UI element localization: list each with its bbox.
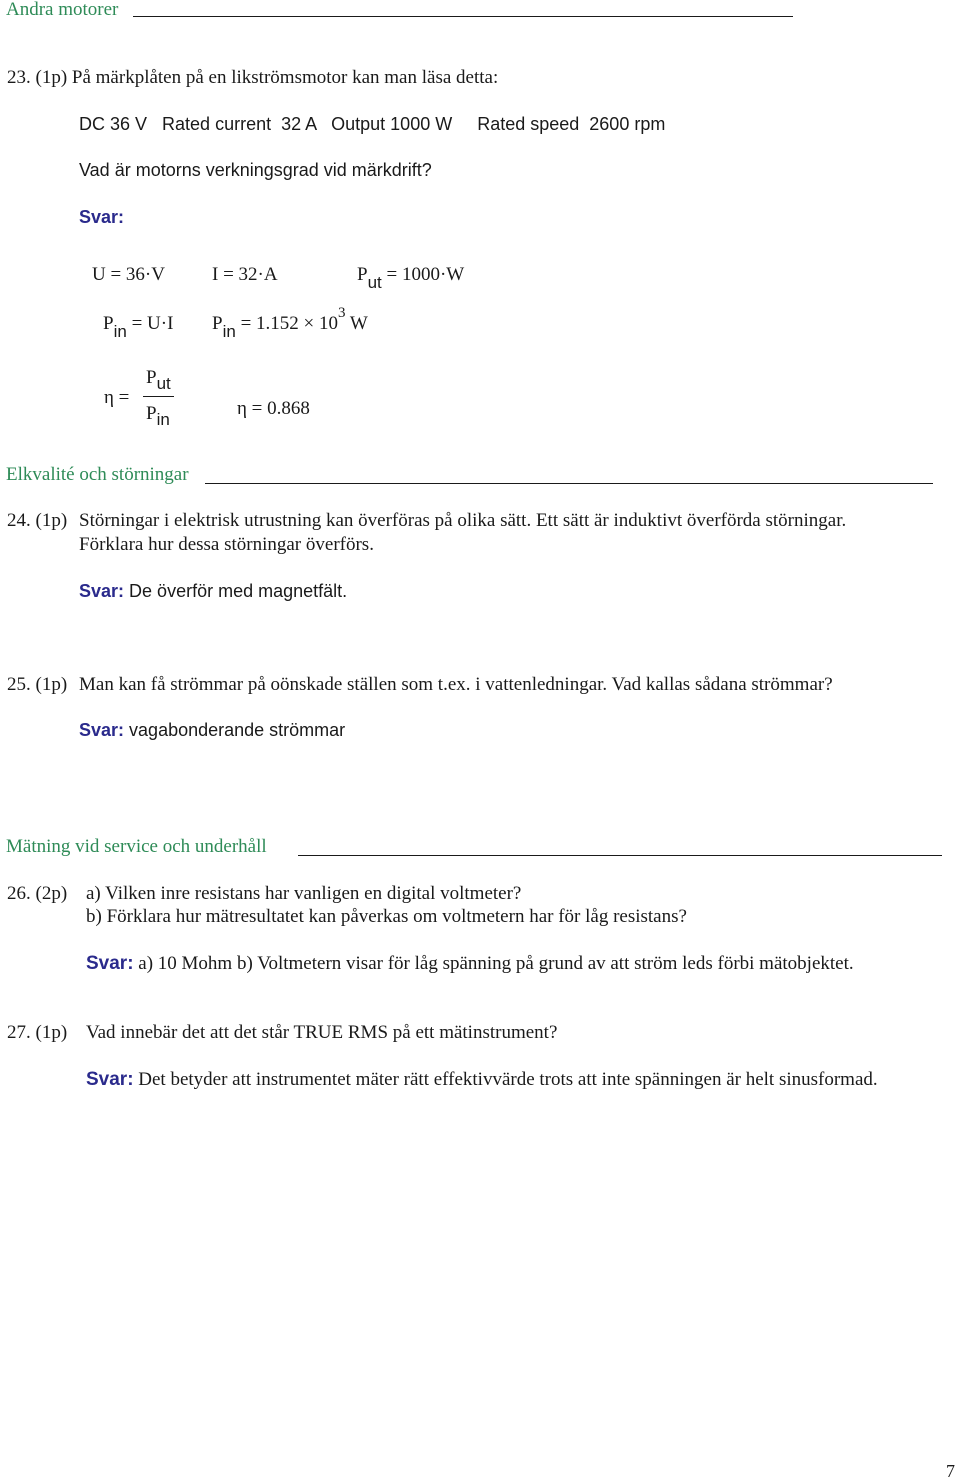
page-number: 7 — [946, 1461, 955, 1481]
question-27-number: 27. (1p) — [7, 1022, 68, 1043]
answer-27: Svar: Det betyder att instrumentet mäter rätt effektivvärde trots att inte spänningen är helt sinusformad. — [86, 1069, 878, 1090]
nameplate-text: DC 36 V Rated current 32 A Output 1000 W Rated speed 2600 rpm — [79, 114, 666, 134]
question-24-text: Störningar i elektrisk utrustning kan överföras på olika sätt. Ett sätt är induktivt överförda störningar. — [79, 510, 847, 531]
question-23-heading: 23. (1p) På märkplåten på en likströmsmotor kan man läsa detta: — [7, 67, 499, 88]
question-23-text: Vad är motorns verkningsgrad vid märkdrift? — [79, 160, 432, 180]
eq-power-out: Put = 1000·W — [357, 264, 465, 292]
question-25-number: 25. (1p) — [7, 674, 68, 695]
eq-efficiency-result: η = 0.868 — [237, 398, 310, 419]
fraction-denominator: Pin — [146, 403, 170, 429]
answer-label: Svar: — [79, 207, 125, 227]
section-rule — [133, 16, 793, 17]
section-heading-elkvalite: Elkvalité och störningar — [6, 464, 189, 485]
eq-power-in-value: Pin = $1.152 \times 10^3$ W — [212, 305, 368, 341]
question-26-text: a) Vilken inre resistans har vanligen en digital voltmeter? — [86, 883, 522, 904]
question-26-number: 26. (2p) — [7, 883, 68, 904]
section-rule — [205, 483, 933, 484]
question-25-text: Man kan få strömmar på oönskade ställen som t.ex. i vattenledningar. Vad kallas sådana strömmar? — [79, 674, 833, 695]
question-24-text: Förklara hur dessa störningar överförs. — [79, 534, 374, 555]
eq-current: I = 32·A — [212, 264, 278, 285]
answer-24: Svar: De överför med magnetfält. — [79, 581, 348, 601]
section-rule — [298, 855, 942, 856]
eq-efficiency-lhs: η = — [104, 387, 130, 408]
section-heading-matning: Mätning vid service och underhåll — [6, 836, 267, 857]
section-heading-andra-motorer: Andra motorer — [6, 0, 119, 20]
question-24-number: 24. (1p) — [7, 510, 68, 531]
fraction-bar — [143, 396, 174, 397]
answer-25: Svar: vagabonderande strömmar — [79, 720, 346, 740]
eq-voltage: U = 36·V — [92, 264, 165, 285]
question-27-text: Vad innebär det att det står TRUE RMS på ett mätinstrument? — [86, 1022, 558, 1043]
answer-26: Svar: a) 10 Mohm b) Voltmetern visar för låg spänning på grund av att ström leds förbi mätobjektet. — [86, 953, 854, 974]
eq-power-in-formula: Pin = U·I — [103, 313, 174, 341]
question-26-text: b) Förklara hur mätresultatet kan påverkas om voltmetern har för låg resistans? — [86, 906, 687, 927]
fraction-numerator: Put — [146, 367, 171, 393]
